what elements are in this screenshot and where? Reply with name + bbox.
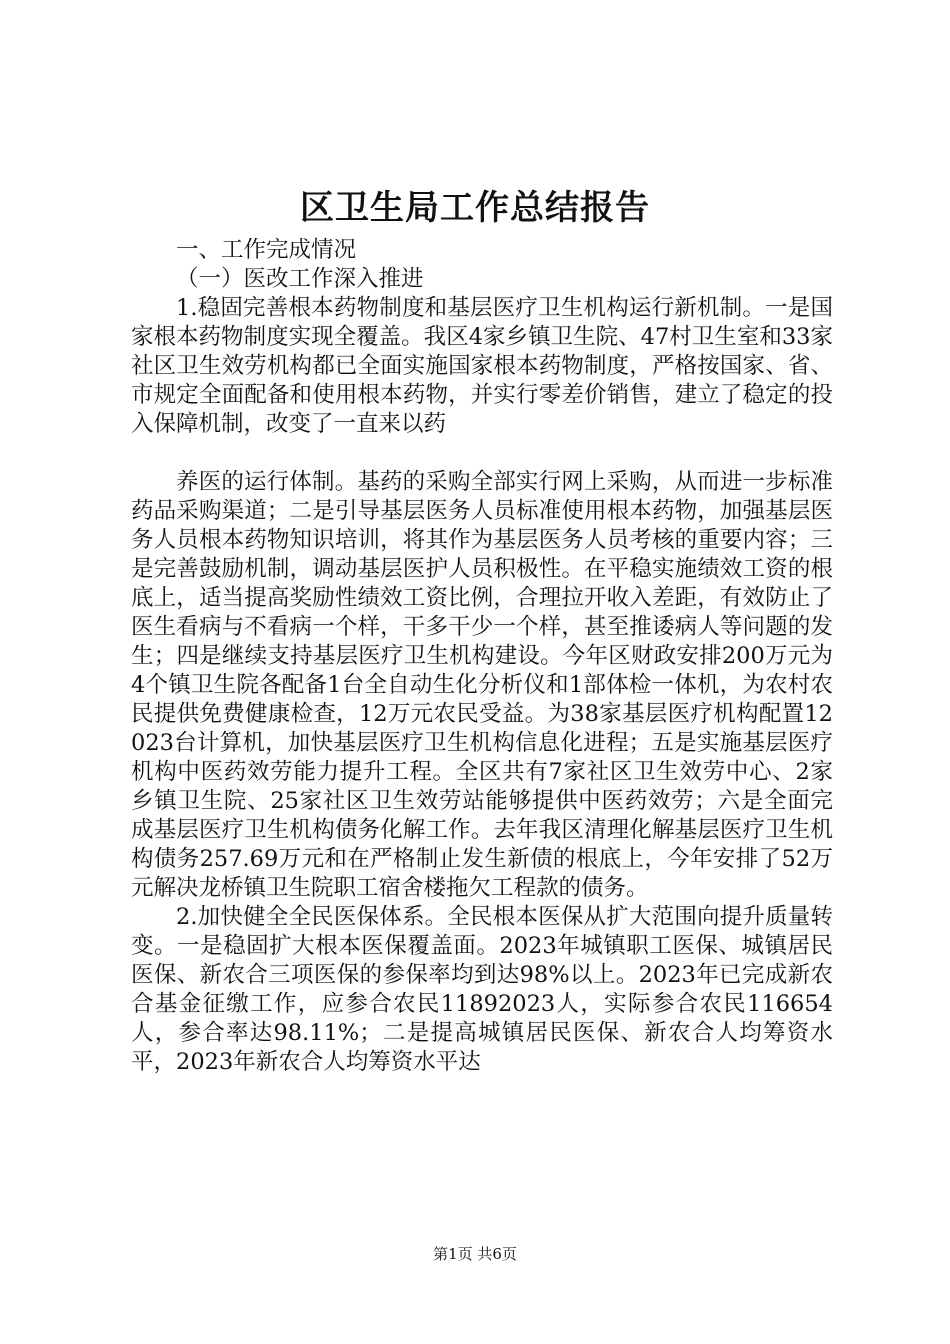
paragraph: 2.加快健全全民医保体系。全民根本医保从扩大范围向提升质量转变。一是稳固扩大根本医保覆盖面。2023年城镇职工医保、城镇居民医保、新农合三项医保的参保率均到达98%以上。2023年已完成新农合基金征缴工作，应参合农民11892023人，实际参合农民116654人，参合率达98.11%；二是提高城镇居民医保、新农合人均筹资水平，2023年新农合人均筹资水平达 [131, 904, 833, 1075]
page-footer: 第1页 共6页 [433, 1245, 517, 1263]
paragraph: 养医的运行体制。基药的采购全部实行网上采购，从而进一步标准药品采购渠道；二是引导基层医务人员标准使用根本药物，加强基层医务人员根本药物知识培训，将其作为基层医务人员考核的重要内容；三是完善鼓励机制，调动基层医护人员积极性。在平稳实施绩效工资的根底上，适当提高奖励性绩效工资比例，合理拉开收入差距，有效防止了医生看病与不看病一个样，干多干少一个样，甚至推诿病人等问题的发生；四是继续支持基层医疗卫生机构建设。今年区财政安排200万元为4个镇卫生院各配备1台全自动生化分析仪和1部体检一体机，为农村农民提供免费健康检查，12万元农民受益。为38家基层医疗机构配置12023台计算机，加快基层医疗卫生机构信息化进程；五是实施基层医疗机构中医药效劳能力提升工程。全区共有7家社区卫生效劳中心、2家乡镇卫生院、25家社区卫生效劳站能够提供中医药效劳；六是全面完成基层医疗卫生机构债务化解工作。去年我区清理化解基层医疗卫生机构债务257.69万元和在严格制止发生新债的根底上，今年安排了52万元解决龙桥镇卫生院职工宿舍楼拖欠工程款的债务。 [131, 469, 833, 901]
document-title: 区卫生局工作总结报告 [300, 188, 650, 228]
paragraph: 1.稳固完善根本药物制度和基层医疗卫生机构运行新机制。一是国家根本药物制度实现全覆盖。我区4家乡镇卫生院、47村卫生室和33家社区卫生效劳机构都已全面实施国家根本药物制度，严格按国家、省、市规定全面配备和使用根本药物，并实行零差价销售，建立了稳定的投入保障机制，改变了一直来以药 [131, 295, 833, 437]
subsection-heading: （一）医改工作深入推进 [176, 266, 424, 292]
document-body [131, 236, 833, 1077]
section-heading: 一、工作完成情况 [176, 237, 357, 263]
